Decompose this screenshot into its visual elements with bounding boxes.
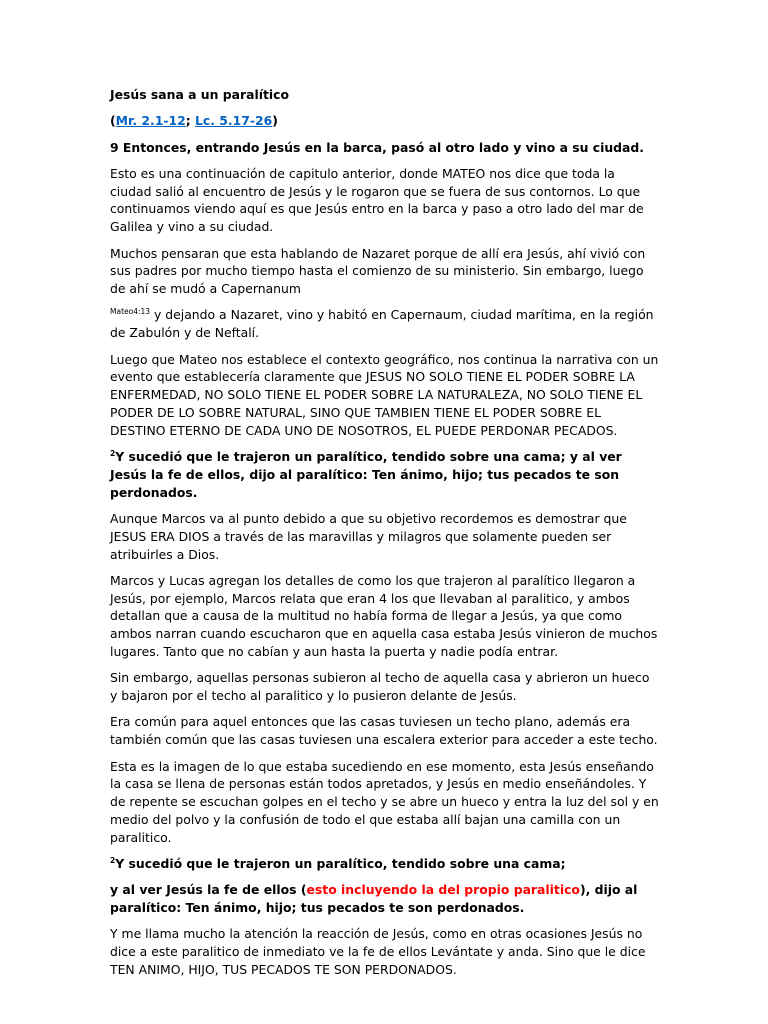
document-title: Jesús sana a un paralítico	[110, 87, 289, 102]
verse-number: 2	[110, 855, 116, 865]
verse-2-full-text: Y sucedió que le trajeron un paralítico, tendido sobre una cama; y al ver Jesús la fe de ellos, dijo al paralítico: Ten ánimo, hijo; tus pecados te son perdonados.	[110, 449, 622, 500]
paragraph-details: Marcos y Lucas agregan los detalles de como los que trajeron al paralítico llegaron a Jesús, por ejemplo, Marcos relata que eran 4 los que llevaban al paralitico, y ambos detallan que a causa de la multitud no había forma de llegar a Jesús, ya que como ambos narran cuando escucharon que en aquella casa estaba Jesús vinieron de muchos lugares. Tanto que no cabían y aun hasta la puerta y nadie podía entrar.	[110, 572, 658, 660]
verse-2-part-1-text: Y sucedió que le trajeron un paralítico, tendido sobre una cama;	[115, 855, 566, 871]
ref-link-mark[interactable]: Mr. 2.1-12	[115, 113, 186, 129]
verse-2-full	[110, 448, 660, 501]
paragraph-houses: Era común para aquel entonces que las casas tuviesen un techo plano, además era también común que las casas tuviesen una escalera exterior para acceder a este techo.	[110, 714, 658, 748]
mateo-quote	[110, 306, 660, 342]
paragraph-roof: Sin embargo, aquellas personas subieron al techo de aquella casa y abrieron un hueco y bajaron por el techo al paralitico y lo pusieron delante de Jesús.	[110, 670, 650, 704]
mateo-reference: Mateo4:13	[110, 307, 151, 317]
highlight-note: esto incluyendo la del propio paralitico	[306, 882, 580, 898]
verse-number: 2	[110, 449, 116, 459]
verse-2-part-2-end: ), dijo al paralítico: Ten ánimo, hijo; tus pecados te son perdonados.	[110, 882, 638, 916]
verse-2-part-2	[110, 881, 660, 917]
ref-open-paren: (	[110, 113, 116, 129]
paragraph-scene: Esta es la imagen de lo que estaba sucediendo en ese momento, esta Jesús enseñando la casa se llena de personas están todos apretados, y Jesús en medio enseñándoles. Y de repente se escuchan golpes en el techo y se abre un hueco y entra la luz del sol y en medio del polvo y la confusión de todo el que estaba allí bajan una camilla con un paralitico.	[110, 758, 659, 845]
paragraph-reaction: Y me llama mucho la atención la reacción de Jesús, como en otras ocasiones Jesús no dice a este paralitico de inmediato ve la fe de ellos Levántate y anda. Sino que le dice TEN ANIMO, HIJO, TUS PECADOS TE SON PERDONADOS.	[110, 926, 646, 977]
paragraph-narrative: Luego que Mateo nos establece el contexto geográfico, nos continua la narrativa con un evento que establecería claramente que JESUS NO SOLO TIENE EL PODER SOBRE LA ENFERMEDAD, NO SOLO TIENE EL PODER SOBRE LA NATURALEZA, NO SOLO TIENE EL PODER DE LO SOBRE NATURAL, SINO QUE TAMBIEN TIENE EL PODER SOBRE EL DESTINO ETERNO DE CADA UNO DE NOSOTROS, EL PUEDE PERDONAR PECADOS.	[110, 351, 659, 438]
verse-2-part-1	[110, 855, 660, 873]
document-page	[110, 86, 660, 987]
cross-references	[110, 112, 660, 130]
paragraph-context: Esto es una continuación de capitulo anterior, donde MATEO nos dice que toda la ciudad salió al encuentro de Jesús y le rogaron que se fuera de sus contornos. Lo que continuamos viendo aquí es que Jesús entro en la barca y paso a otro lado del mar de Galilea y vino a su ciudad.	[110, 165, 644, 235]
ref-separator: ;	[185, 113, 195, 129]
ref-close-paren: )	[272, 113, 278, 129]
verse-2-part-2-start: y al ver Jesús la fe de ellos (	[110, 882, 307, 898]
paragraph-marcos: Aunque Marcos va al punto debido a que su objetivo recordemos es demostrar que JESUS ERA DIOS a través de las maravillas y milagros que solamente pueden ser atribuirles a Dios.	[110, 510, 627, 562]
paragraph-nazaret: Muchos pensaran que esta hablando de Nazaret porque de allí era Jesús, ahí vivió con sus padres por mucho tiempo hasta el comienzo de su ministerio. Sin embargo, luego de ahí se mudó a Capernanum	[110, 245, 646, 297]
verse-9: 9 Entonces, entrando Jesús en la barca, pasó al otro lado y vino a su ciudad.	[110, 139, 644, 155]
ref-link-luke[interactable]: Lc. 5.17-26	[194, 113, 273, 129]
mateo-quote-text: y dejando a Nazaret, vino y habitó en Capernaum, ciudad marítima, en la región de Zabulón y de Neftalí.	[110, 307, 654, 341]
